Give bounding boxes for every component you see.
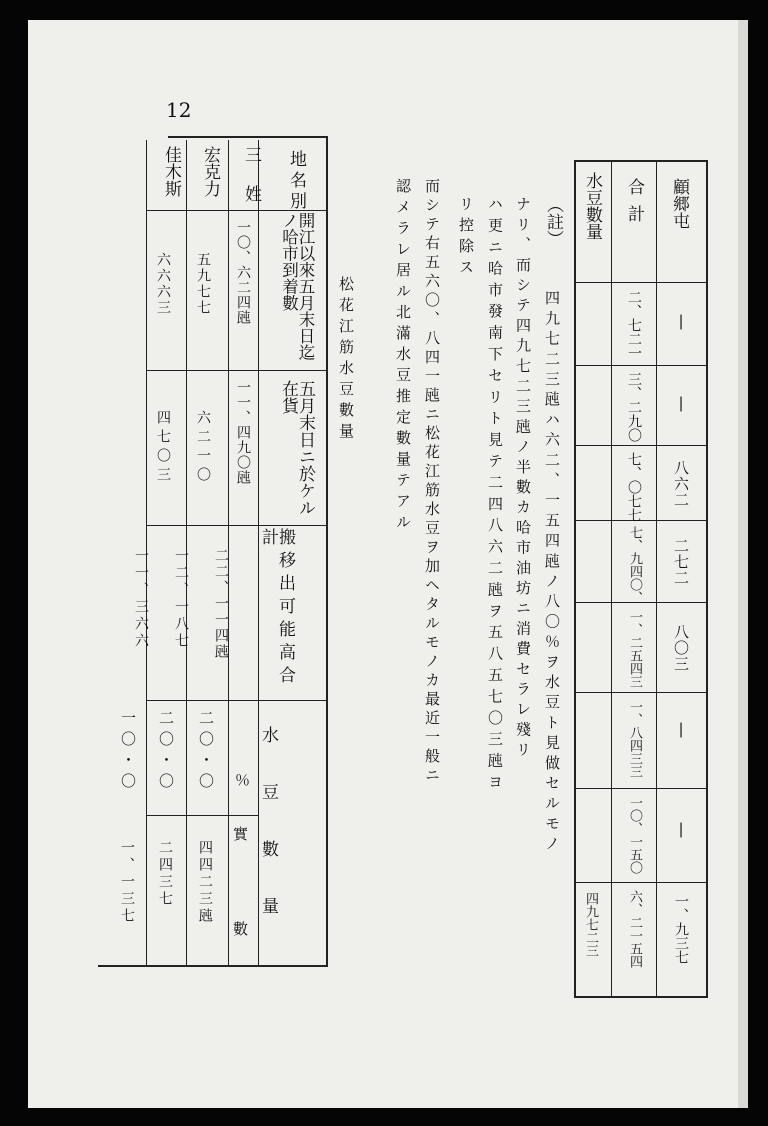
t1-cell: 三、二九〇 — [626, 372, 642, 442]
t1-cell: 二七二 — [672, 538, 690, 586]
note-label: （註） — [543, 196, 563, 247]
t1-cell: 七、九四〇、 — [627, 526, 642, 604]
t2-cell: 六六六三 — [155, 252, 171, 316]
note-line: 認メラレ居ル北滿水豆推定數量テアル — [394, 178, 412, 535]
header-gukoton: 顧郷屯 — [669, 178, 689, 229]
t2-header-actual: 實數 — [231, 826, 249, 1016]
t2-cell: 五九七七 — [195, 252, 211, 316]
t1-cell: 八〇三 — [672, 624, 690, 672]
note-subtitle: 松花江筋水豆數量 — [337, 276, 355, 444]
t1-cell: 一〇、一五〇 — [627, 796, 642, 874]
t2-header-place: 地名別 — [286, 150, 306, 213]
header-water-soy: 水豆數量 — [582, 172, 602, 240]
t2-cell: 一、一三七 — [119, 840, 135, 925]
t2-cell: 四四二三瓲 — [197, 840, 213, 925]
t1-cell: 六、二一五四 — [627, 890, 642, 968]
note-line: リ控除ス — [457, 196, 475, 280]
t2-place: 三姓 — [241, 146, 261, 224]
page-number: 12 — [166, 98, 192, 122]
header-total: 合計 — [624, 178, 644, 232]
t2-cell: 一〇・〇 — [119, 710, 137, 794]
t2-cell: 二二、一一四瓲 — [213, 548, 229, 660]
t1-cell: 八六二 — [672, 460, 690, 508]
note-line: ナリ、而シテ四九七二三瓲ノ半數カ哈市油坊ニ消費セラレ殘リ — [514, 196, 532, 762]
t1-cell: | — [672, 394, 690, 413]
note-line: ハ更ニ哈市發南下セリト見テ二四八六二瓲ヲ五八五七〇三瓲ヨ — [486, 196, 504, 796]
note-line: 四九七二三瓲ハ六二、一五四瓲ノ八〇％ヲ水豆ト見做セルモノ — [543, 290, 561, 856]
t2-cell: 四七〇三 — [155, 410, 171, 486]
t2-place: 宏克力 — [200, 146, 220, 197]
t2-cell: 一二、一八七 — [173, 548, 189, 650]
t1-cell: 一、二五四三 — [627, 610, 642, 688]
t1-cell: | — [672, 820, 690, 839]
t1-cell: | — [672, 720, 690, 739]
t1-cell: 一、八四三三 — [627, 700, 642, 778]
t2-header-total: 搬移出可能高合計 — [258, 528, 295, 689]
t1-cell: 七、〇七七 — [626, 452, 642, 522]
t2-cell: 二〇・〇 — [197, 710, 215, 794]
t2-cell: 六二一〇 — [195, 410, 211, 486]
document-page — [28, 20, 748, 1108]
t1-cell: | — [672, 312, 690, 331]
t2-cell: 一〇、六二四瓲 — [235, 220, 251, 325]
t1-cell: 四九七二三 — [583, 892, 598, 957]
t2-header-pct: ％ — [233, 772, 251, 788]
t2-cell: 一一、三六六 — [133, 548, 149, 650]
t2-cell: 一一、四九〇瓲 — [235, 380, 251, 485]
t2-cell: 二〇・〇 — [157, 710, 175, 794]
t2-place: 佳木斯 — [161, 146, 181, 197]
t2-header-stock: 五月末日ニ於ケル在貨 — [278, 380, 315, 516]
t2-cell: 二四三七 — [157, 840, 173, 908]
t1-cell: 二、七二一 — [626, 290, 642, 360]
t2-header-arrivals: 開江以來五月末日迄ノ哈市到着數 — [279, 212, 315, 361]
t1-cell: 一、九三七 — [673, 894, 689, 964]
t2-header-water-soy: 水豆數量 — [258, 726, 278, 954]
note-line: 而シテ右五六〇、八四一瓲ニ松花江筋水豆ヲ加ヘタルモノカ最近一般ニ — [423, 178, 441, 786]
